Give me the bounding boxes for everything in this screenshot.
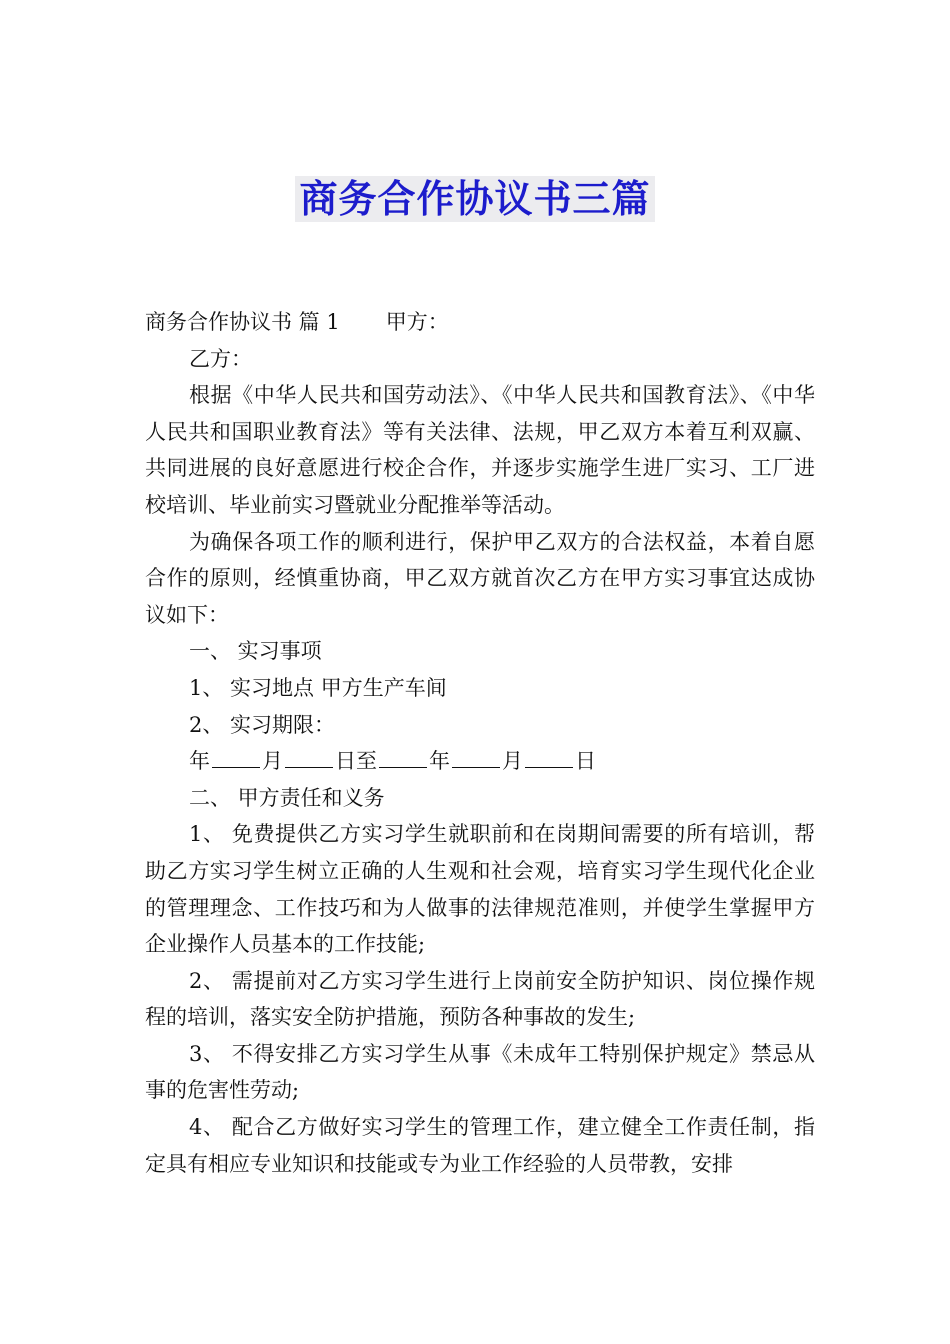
document-body <box>145 304 815 1182</box>
item-period: 2、 实习期限： <box>189 712 336 737</box>
party-b-label: 乙方： <box>189 346 252 371</box>
fill-blank <box>212 766 260 768</box>
duty-3: 3、 不得安排乙方实习学生从事《未成年工特别保护规定》禁忌从事的危害性劳动; <box>145 1041 815 1103</box>
intro-line <box>145 304 815 341</box>
item-location: 1、 实习地点 甲方生产车间 <box>189 675 447 700</box>
party-a-label: 甲方： <box>385 310 449 334</box>
fill-blank <box>379 766 427 768</box>
fill-blank <box>525 766 573 768</box>
paragraph-purpose: 为确保各项工作的顺利进行，保护甲乙双方的合法权益，本着自愿合作的原则，经慎重协商，甲乙双方就首次乙方在甲方实习事宜达成协议如下： <box>145 529 815 627</box>
fill-blank <box>452 766 500 768</box>
title-container <box>0 176 950 222</box>
section-heading-2: 二、 甲方责任和义务 <box>189 785 385 810</box>
duty-2: 2、 需提前对乙方实习学生进行上岗前安全防护知识、岗位操作规程的培训，落实安全防护措施，预防各种事故的发生; <box>145 968 815 1030</box>
paragraph-legal-basis: 根据《中华人民共和国劳动法》、《中华人民共和国教育法》、《中华人民共和国职业教育法》等有关法律、法规，甲乙双方本着互利双赢、共同进展的良好意愿进行校企合作，并逐步实施学生进厂实习、工厂进校培训、毕业前实习暨就业分配推举等活动。 <box>145 383 815 517</box>
section-heading: 商务合作协议书 篇 1 <box>145 310 340 334</box>
document-title: 商务合作协议书三篇 <box>295 176 654 222</box>
fill-blank <box>285 766 333 768</box>
duty-4: 4、 配合乙方做好实习学生的管理工作，建立健全工作责任制，指定具有相应专业知识和技能或专为业工作经验的人员带教，安排 <box>145 1115 815 1176</box>
duty-1: 1、 免费提供乙方实习学生就职前和在岗期间需要的所有培训，帮助乙方实习学生树立正确的人生观和社会观，培育实习学生现代化企业的管理理念、工作技巧和为人做事的法律规范准则，并使学生掌握甲方企业操作人员基本的工作技能; <box>145 822 815 957</box>
section-heading-1: 一、 实习事项 <box>189 639 322 664</box>
period-fill-line: 年 月 日至 年 月 日 <box>189 749 596 774</box>
